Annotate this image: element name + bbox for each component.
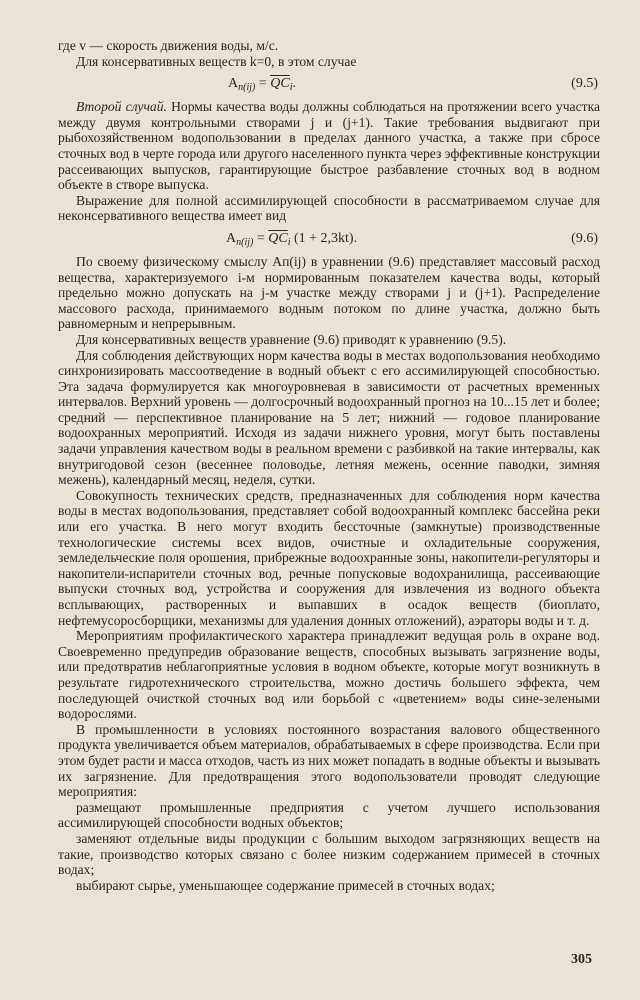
paragraph-expression: Выражение для полной ассимилирующей способности в рассматриваемом случае для неконсервативного вещества имеет вид bbox=[58, 192, 600, 224]
page-number: 305 bbox=[571, 952, 592, 967]
conservative-case-line: Для консервативных веществ k=0, в этом случае bbox=[76, 53, 357, 69]
paragraph-technical-means: Совокупность технических средств, предназначенных для соблюдения норм качества воды в местах водопользования, представляет собой водоохранный комплекс бассейна реки или его участка. В него могут входить бессточные (замкнутые) производственные технологические системы всех видов, очистные и охладительные сооружения, земледельческие поля орошения, прибрежные водоохранные зоны, накопители-регуляторы и накопители-испарители сточных вод, речные попусковые водохранилища, рассеивающие выпуски сточных вод, устройства и сооружения для извлечения из водного объекта всплывающих, растворенных и выпавших в осадок веществ (биоплато, нефтемусоросборщики, механизмы для удаления донных отложений), аэраторы воды и т. д. bbox=[58, 487, 600, 628]
formula-9-5: $А_{п(ij)} = \overline{QC}_i$. bbox=[228, 76, 296, 94]
paragraph-levels: Для соблюдения действующих норм качества воды в местах водопользования необходимо синхронизировать массоотведение в водный объект с его ассимилирующей способностью. Эта задача формулируется как многоуровневая в зависимости от расчетных временных интервалов. Верхний уровень — долгосрочный водоохранный прогноз на 10...15 лет и более; средний — перспективное планирование на 5 лет; нижний — годовое планирование водоохранных мероприятий. Исходя из задачи нижнего уровня, могут быть поставлены задачи управления качеством воды в реальном времени с разбивкой на такие интервалы, как внутригодовой сезон (весеннее половодье, летняя межень, осенние паводки, зимняя межень), календарный месяц, неделя, сутки. bbox=[58, 347, 600, 488]
paragraph-prevention: Мероприятиям профилактического характера принадлежит ведущая роль в охране вод. Своевременно предупредив образование веществ, способных вызывать загрязнение воды, или предотвратив неблагоприятные условия в водном объекте, которые могут возникнуть в результате гидротехнического строительства, можно достичь большего эффекта, чем последующей очисткой сточных вод или борьбой с «цветением» воды сине-зелеными водорослями. bbox=[58, 628, 600, 722]
equation-9-5 bbox=[58, 71, 600, 97]
equation-number-9-5: (9.5) bbox=[571, 76, 598, 92]
formula-9-6: $А_{п(ij)} = \overline{QC}_i$ (1 + 2,3kt). bbox=[226, 230, 358, 248]
variable-definition-line: где v — скорость движения воды, м/с. bbox=[58, 38, 279, 53]
paragraph-industry: В промышленности в условиях постоянного возрастания валового общественного продукта увеличивается объем материалов, обрабатываемых в сфере производства. Если при этом будет расти и масса отходов, часть из них может попадать в водные объекты и вызывать их загрязнение. Для предотвращения этого водопользователи проводят следующие мероприятия: bbox=[58, 721, 600, 800]
paragraph-second-case: Второй случай. Нормы качества воды должны соблюдаться на протяжении всего участка между двумя контрольными створами j и (j+1). Такие требования выдвигают при рыбохозяйственном водопользовании в пределах данного участка, а также при сбросе сточных вод в черте города или другого населенного пункта через эффективные конструкции рассеивающих выпусков, гарантирующие быстрое разбавление сточных вод в водном объекте в створе выпуска. bbox=[58, 99, 600, 193]
list-item-raw-materials: выбирают сырье, уменьшающее содержание примесей в сточных водах; bbox=[76, 877, 495, 893]
equation-number-9-6: (9.6) bbox=[571, 230, 598, 246]
paragraph-physical-meaning: По своему физическому смыслу Ап(ij) в уравнении (9.6) представляет массовый расход вещества, характеризуемого i-м нормированным показателем качества воды, который предельно можно допускать на j-м участке между створами j и (j+1). Распределение массового расхода, принимаемого водным потоком по длине участка, должно быть равномерным и непрерывным. bbox=[58, 253, 600, 332]
equation-9-6 bbox=[58, 226, 600, 252]
list-item-placement: размещают промышленные предприятия с учетом лучшего использования ассимилирующей способности водных объектов; bbox=[58, 799, 600, 831]
list-item-replacement: заменяют отдельные виды продукции с большим выходом загрязняющих веществ на такие, производство которых связано с более низким содержанием примесей в сточных водах; bbox=[58, 830, 600, 878]
paragraph-conservative: Для консервативных веществ уравнение (9.6) приводят к уравнению (9.5). bbox=[76, 331, 507, 347]
